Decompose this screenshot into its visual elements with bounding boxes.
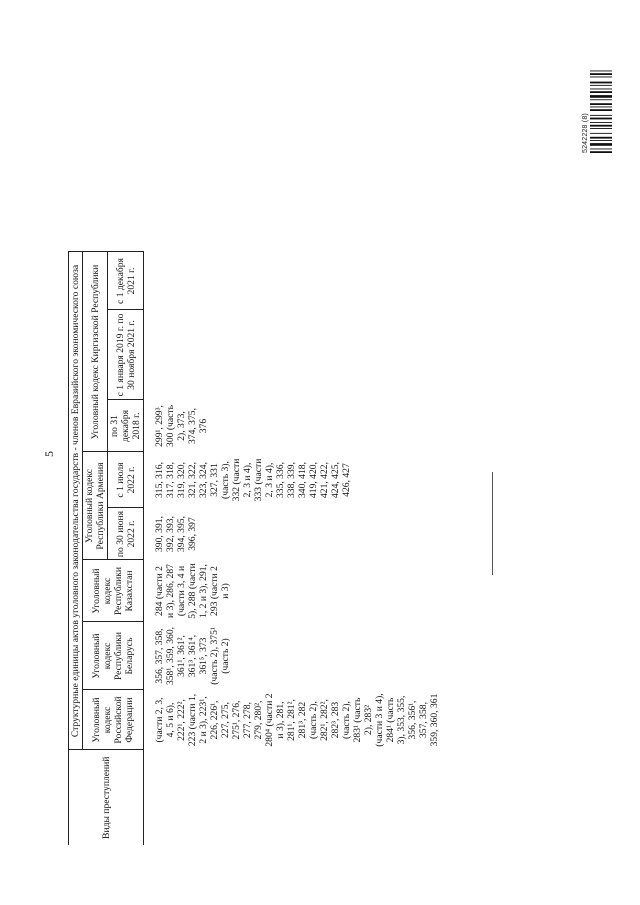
code-rf-header: Уголовный кодекс Российской Федерации [83,690,144,750]
barcode-number: 5242228 (8) [582,113,589,153]
cell-kr1: 299¹, 299³, 300 (часть 2), 373, 374, 375, 376 [154,405,209,447]
cell-rf: (части 2, 3, 4, 5 и 6), 222¹, 222², 223 (части 1, 2 и 3), 223¹, 226, 226¹, 227, 275, 275¹, 276, 277, 278, 279, 280², 280⁴ (части 2 и 3), 281, 281¹, 281², 281³, 282 (часть 2), 282¹, 282², 282³, 283 (часть 2), 283¹ (часть 2), 283² (части 3 и 4), 284¹ (часть 3), 353, 355, 356, 356¹, 357, 358, 359, 360, 361 [154,693,440,747]
cell-rb: 356, 357, 358, 358¹, 359, 360, 361¹, 361², 361³, 361⁴, 361⁵, 373 (часть 2), 375¹ (часть 2) [154,626,231,686]
cell-kr2 [144,310,441,400]
signature-line [492,472,493,575]
kinds-header: Виды преступлений [69,750,144,845]
page-number: 5 [42,451,56,457]
ra-period-2: с 1 июля 2022 г. [108,452,144,508]
cell-ra1: 390, 391, 392, 393, 394, 395, 396, 397 [154,516,198,552]
kr-period-2: с 1 января 2019 г. по 30 ноября 2021 г. [108,310,144,400]
code-kr-header: Уголовный кодекс Киргизской Республики [83,252,108,452]
code-rk-header: Уголовный кодекс Республики Казахстан [83,560,144,622]
kr-period-3: с 1 декабря 2021 г. [108,252,144,310]
group-header: Структурные единицы актов уголовного законодательства государств - членов Евразийского экономического союза [69,252,83,750]
code-rb-header: Уголовный кодекс Республики Беларусь [83,622,144,690]
table-row [144,252,441,845]
code-ra-header: Уголовный кодекс Республики Армения [83,452,108,560]
barcode [590,43,612,153]
cell-ra2: 315, 316, 317, 318, 319, 320, 321, 322, 323, 324, 327, 331 (часть 3), 332 (части 2, 3 и 4), 333 (части 2, 3 и 4), 335, 336, 338, 339, 340, 418, 419, 420, 421, 422, 424, 425, 426, 427 [154,458,352,502]
kr-period-1: по 31 декабря 2018 г. [108,400,144,452]
ra-period-1: по 30 июня 2022 г. [108,508,144,560]
legislation-table [68,252,440,846]
cell-kr3 [144,252,441,310]
cell-rk: 284 (части 2 и 3), 286, 287 (части 3, 4 и 5), 288 (части 1, 2 и 3), 291, 293 (части 2 и 3) [154,563,231,619]
cell-kind [144,750,441,845]
